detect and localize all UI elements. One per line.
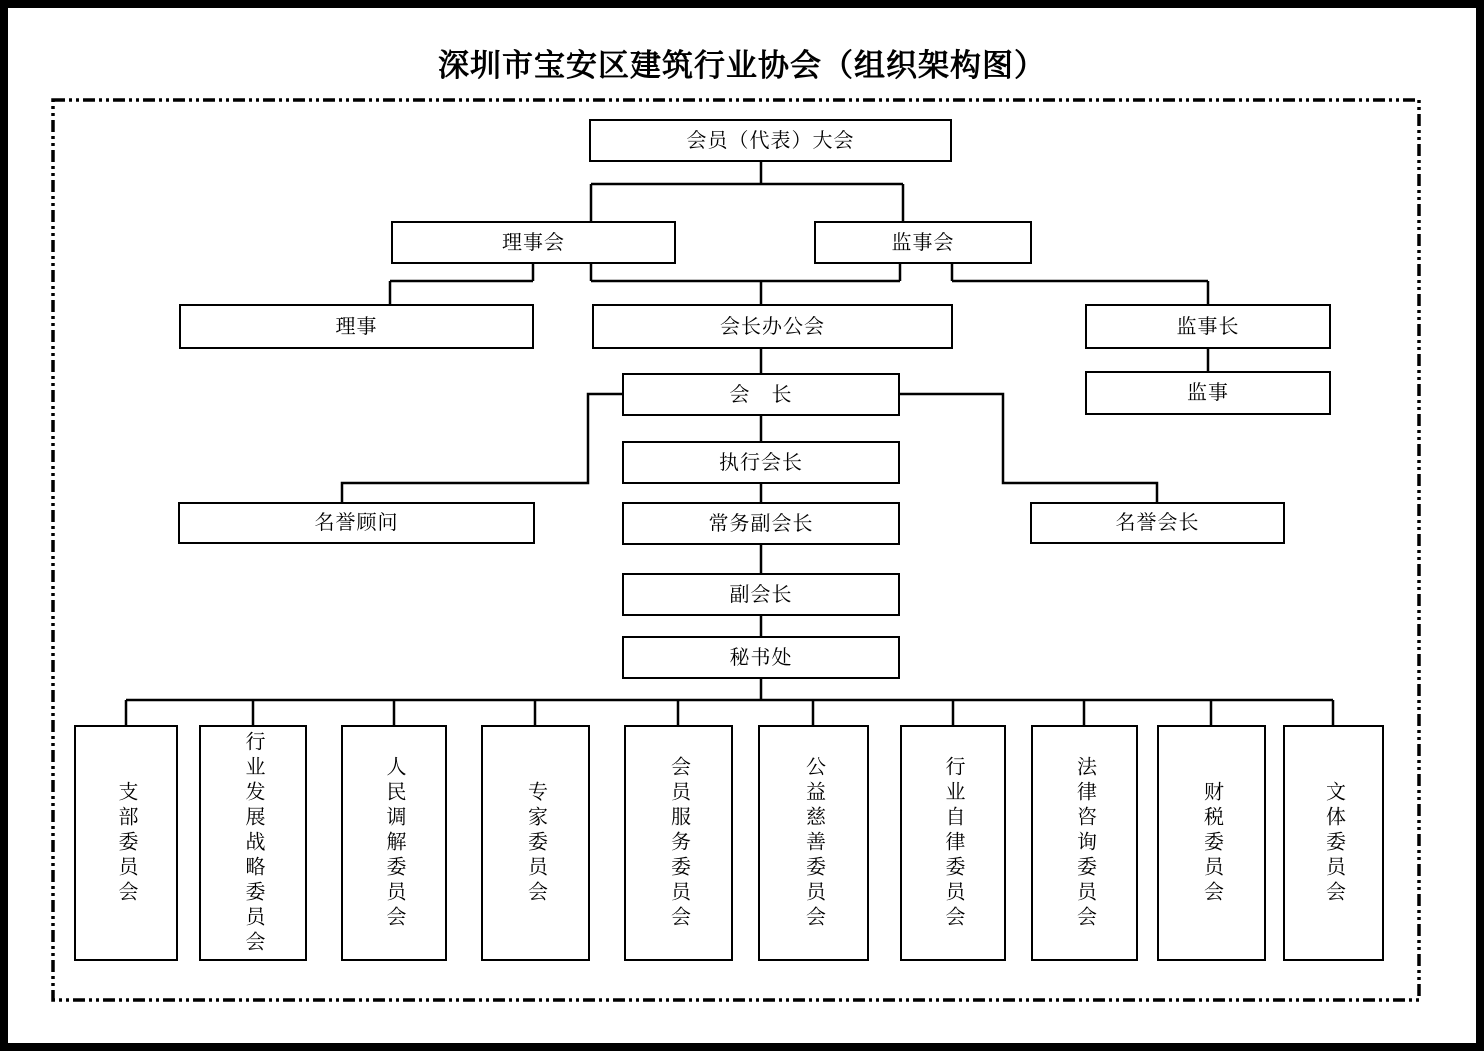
node-committee-industry-development-strategy (199, 725, 307, 961)
committee-label: 法律咨询委员会 (1073, 755, 1096, 931)
committee-label: 专家委员会 (524, 780, 547, 906)
node-honorary-president: 名誉会长 (1030, 502, 1285, 544)
node-supervisors: 监事 (1085, 371, 1331, 415)
node-committee-member-services (624, 725, 733, 961)
committee-label: 行业发展战略委员会 (242, 730, 264, 956)
node-supervisory-board: 监事会 (814, 221, 1032, 264)
node-committee-industry-self-discipline (900, 725, 1006, 961)
node-committee-peoples-mediation (341, 725, 447, 961)
node-standing-vice-president: 常务副会长 (622, 502, 900, 545)
node-directors: 理事 (179, 304, 534, 349)
node-president: 会 长 (622, 373, 900, 416)
node-committee-finance-tax (1157, 725, 1266, 961)
node-secretariat: 秘书处 (622, 636, 900, 679)
committee-label: 文体委员会 (1322, 780, 1345, 906)
node-members-congress: 会员（代表）大会 (589, 119, 952, 162)
committee-label: 会员服务委员会 (667, 755, 690, 931)
node-presidents-office: 会长办公会 (592, 304, 953, 349)
committee-label: 行业自律委员会 (942, 755, 964, 931)
node-committee-public-welfare-charity (758, 725, 869, 961)
node-committee-branch (74, 725, 178, 961)
page-title: 深圳市宝安区建筑行业协会（组织架构图） (438, 48, 1046, 83)
node-executive-president: 执行会长 (622, 441, 900, 484)
committee-label: 支部委员会 (115, 780, 137, 906)
node-vice-presidents: 副会长 (622, 573, 900, 616)
node-committee-experts (481, 725, 590, 961)
node-committee-legal-consulting (1031, 725, 1138, 961)
committee-label: 公益慈善委员会 (802, 755, 825, 931)
committee-label: 财税委员会 (1200, 780, 1223, 906)
node-honorary-advisors: 名誉顾问 (178, 502, 535, 544)
node-council: 理事会 (391, 221, 676, 264)
committee-label: 人民调解委员会 (383, 755, 405, 931)
node-committee-culture-sports (1283, 725, 1384, 961)
node-chief-supervisor: 监事长 (1085, 304, 1331, 349)
